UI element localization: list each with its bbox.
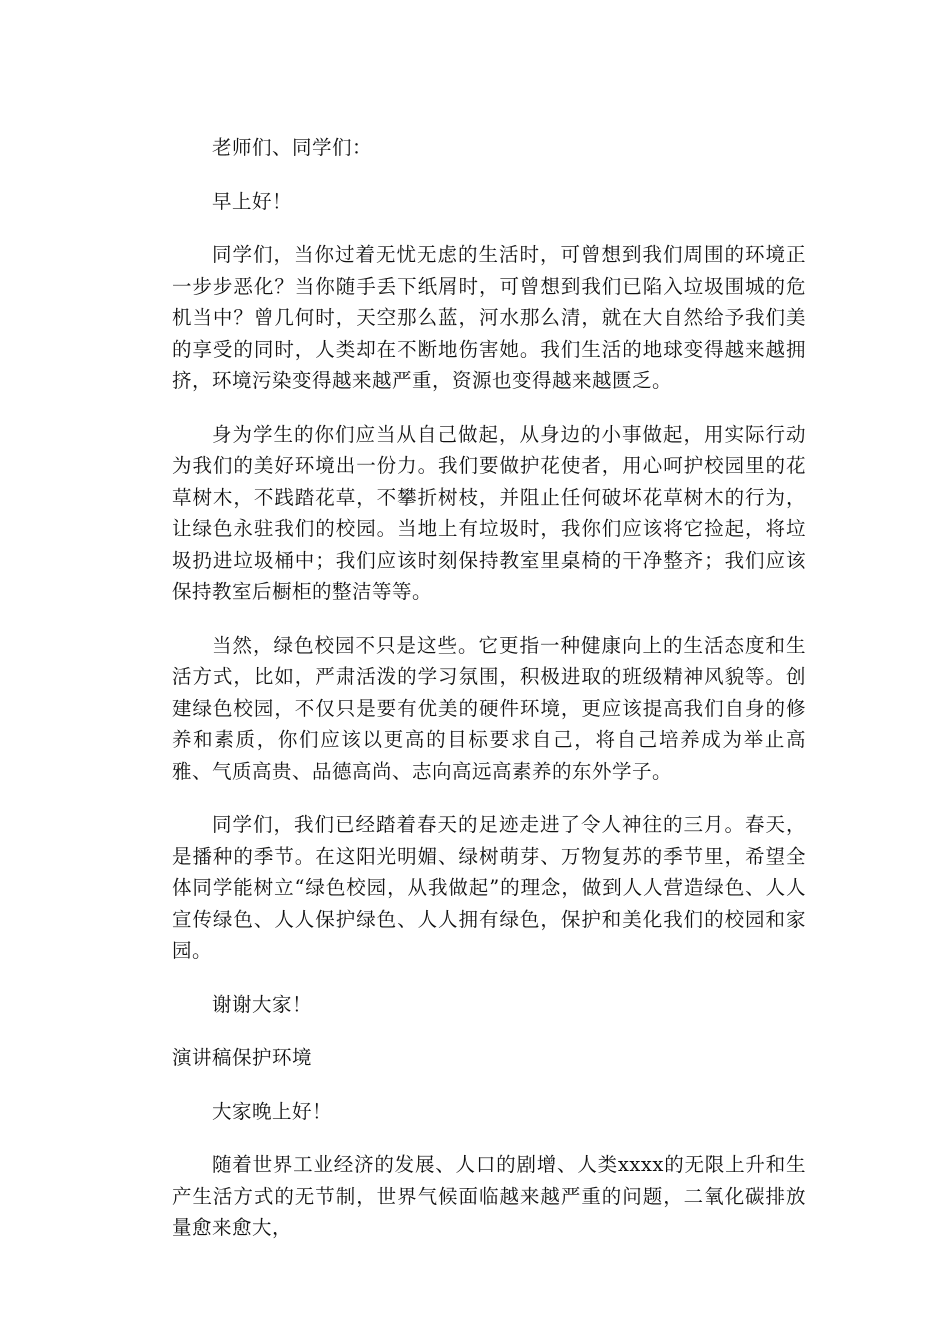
closing: 谢谢大家！ — [212, 992, 313, 1016]
section-title: 演讲稿保护环境 — [172, 1046, 313, 1069]
paragraph: 同学们，我们已经踏着春天的足迹走进了令人神往的三月。春天，是播种的季节。在这阳光明媚、绿树萌芽、万物复苏的季节里，希望全体同学能树立“绿色校园，从我做起”的理念，做到人人营造绿色、人人宣传绿色、人人保护绿色、人人拥有绿色，保护和美化我们的校园和家园。 — [172, 813, 806, 962]
paragraph: 随着世界工业经济的发展、人口的剧增、人类xxxx的无限上升和生产生活方式的无节制，世界气候面临越来越严重的问题，二氧化碳排放量愈来愈大， — [172, 1153, 806, 1239]
paragraph: 同学们，当你过着无忧无虑的生活时，可曾想到我们周围的环境正一步步恶化？当你随手丢下纸屑时，可曾想到我们已陷入垃圾围城的危机当中？曾几何时，天空那么蓝，河水那么清，就在大自然给予我们美的享受的同时，人类却在不断地伤害她。我们生活的地球变得越来越拥挤，环境污染变得越来越严重，资源也变得越来越匮乏。 — [172, 243, 806, 392]
greeting: 大家晚上好！ — [212, 1099, 333, 1123]
salutation: 老师们、同学们： — [212, 136, 373, 159]
greeting: 早上好！ — [212, 189, 293, 213]
paragraph: 身为学生的你们应当从自己做起，从身边的小事做起，用实际行动为我们的美好环境出一份力。我们要做护花使者，用心呵护校园里的花草树木，不践踏花草，不攀折树枝，并阻止任何破坏花草树木的行为，让绿色永驻我们的校园。当地上有垃圾时，我你们应该将它捡起，将垃圾扔进垃圾桶中；我们应该时刻保持教室里桌椅的干净整齐；我们应该保持教室后橱柜的整洁等等。 — [172, 422, 806, 603]
paragraph: 当然，绿色校园不只是这些。它更指一种健康向上的生活态度和生活方式，比如，严肃活泼的学习氛围，积极进取的班级精神风貌等。创建绿色校园，不仅只是要有优美的硬件环境，更应该提高我们自身的修养和素质，你们应该以更高的目标要求自己，将自己培养成为举止高雅、气质高贵、品德高尚、志向高远高素养的东外学子。 — [172, 633, 806, 783]
document-body — [172, 132, 806, 1266]
